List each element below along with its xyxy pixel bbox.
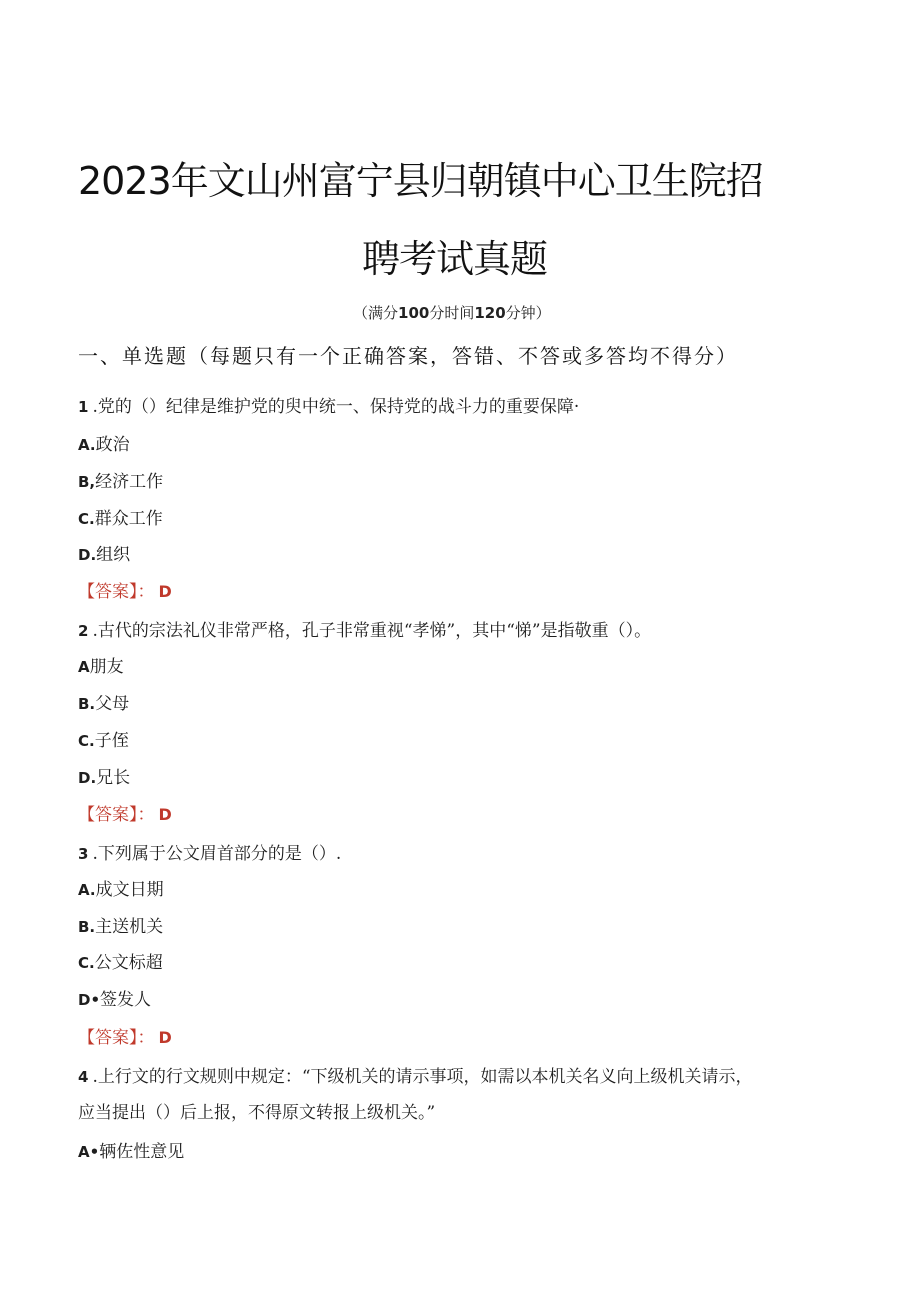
option-text: 群众工作 <box>94 509 163 529</box>
question-text: .上行文的行文规则中规定：“下级机关的请示事项，如需以本机关名义向上级机关请示， <box>92 1067 753 1087</box>
option-item <box>78 912 163 937</box>
answer-label: 【答案】： <box>78 582 155 602</box>
option-label: A <box>78 658 90 676</box>
option-label: A. <box>78 436 96 454</box>
answer-line <box>78 577 172 602</box>
option-item <box>78 467 163 492</box>
option-label: B. <box>78 695 96 713</box>
option-label: D. <box>78 769 97 787</box>
option-text: 成文日期 <box>95 880 164 900</box>
answer-label: 【答案】： <box>78 805 155 825</box>
option-label: B, <box>78 473 96 491</box>
option-label: C. <box>78 732 95 750</box>
option-item <box>78 726 129 751</box>
option-text: 兄长 <box>96 768 131 788</box>
document-title-line-2: 聘考试真题 <box>362 237 548 281</box>
option-text: 政治 <box>95 435 130 455</box>
option-text: 组织 <box>96 545 131 565</box>
exam-info-open: （满分 <box>353 304 399 322</box>
option-label: C. <box>78 510 95 528</box>
option-item <box>78 763 130 788</box>
option-item <box>78 652 124 677</box>
option-item <box>78 430 130 455</box>
option-text: 公文标超 <box>94 953 163 973</box>
answer-value: D <box>158 582 172 601</box>
option-label: D. <box>78 546 97 564</box>
document-title-line-1: 2023年文山州富宁县归朝镇中心卫生院招 <box>78 159 763 203</box>
exam-info-close: 分钟） <box>505 304 551 322</box>
option-item <box>78 1137 184 1162</box>
option-item <box>78 689 129 714</box>
option-label: A• <box>78 1143 100 1161</box>
question-stem <box>78 1062 753 1087</box>
question-number: 3 <box>78 845 89 863</box>
option-item <box>78 540 130 565</box>
question-stem <box>78 839 341 864</box>
exam-duration: 120 <box>474 304 506 322</box>
exam-info <box>353 302 551 323</box>
option-item <box>78 985 151 1010</box>
option-text: 父母 <box>95 694 130 714</box>
question-text: .下列属于公文眉首部分的是（）. <box>92 844 342 864</box>
question-text: .党的（）纪律是维护党的臾中统一、保持党的战斗力的重要保障· <box>92 397 580 417</box>
question-number: 2 <box>78 622 89 640</box>
option-item <box>78 875 164 900</box>
option-label: C. <box>78 954 95 972</box>
answer-line <box>78 1023 172 1048</box>
question-number: 1 <box>78 398 89 416</box>
question-text: .古代的宗法礼仪非常严格，孔子非常重视“孝悌”，其中“悌”是指敬重（）。 <box>92 621 652 641</box>
exam-info-mid: 分时间 <box>429 304 475 322</box>
option-label: A. <box>78 881 96 899</box>
option-text: 子侄 <box>94 731 129 751</box>
option-text: 签发人 <box>100 990 152 1010</box>
question-number: 4 <box>78 1068 89 1086</box>
option-text: 经济工作 <box>95 472 164 492</box>
option-text: 朋友 <box>89 657 124 677</box>
option-label: B. <box>78 918 96 936</box>
total-score: 100 <box>398 304 430 322</box>
answer-line <box>78 800 172 825</box>
option-item <box>78 504 163 529</box>
option-text: 辆佐性意见 <box>99 1142 185 1162</box>
section-heading: 一、单选题（每题只有一个正确答案，答错、不答或多答均不得分） <box>78 344 738 368</box>
option-item <box>78 948 163 973</box>
question-stem-continued: 应当提出（）后上报，不得原文转报上级机关。” <box>78 1103 436 1123</box>
answer-label: 【答案】： <box>78 1028 155 1048</box>
option-text: 主送机关 <box>95 917 164 937</box>
option-label: D• <box>78 991 101 1009</box>
answer-value: D <box>158 805 172 824</box>
question-stem <box>78 392 579 417</box>
answer-value: D <box>158 1028 172 1047</box>
question-stem <box>78 616 651 641</box>
